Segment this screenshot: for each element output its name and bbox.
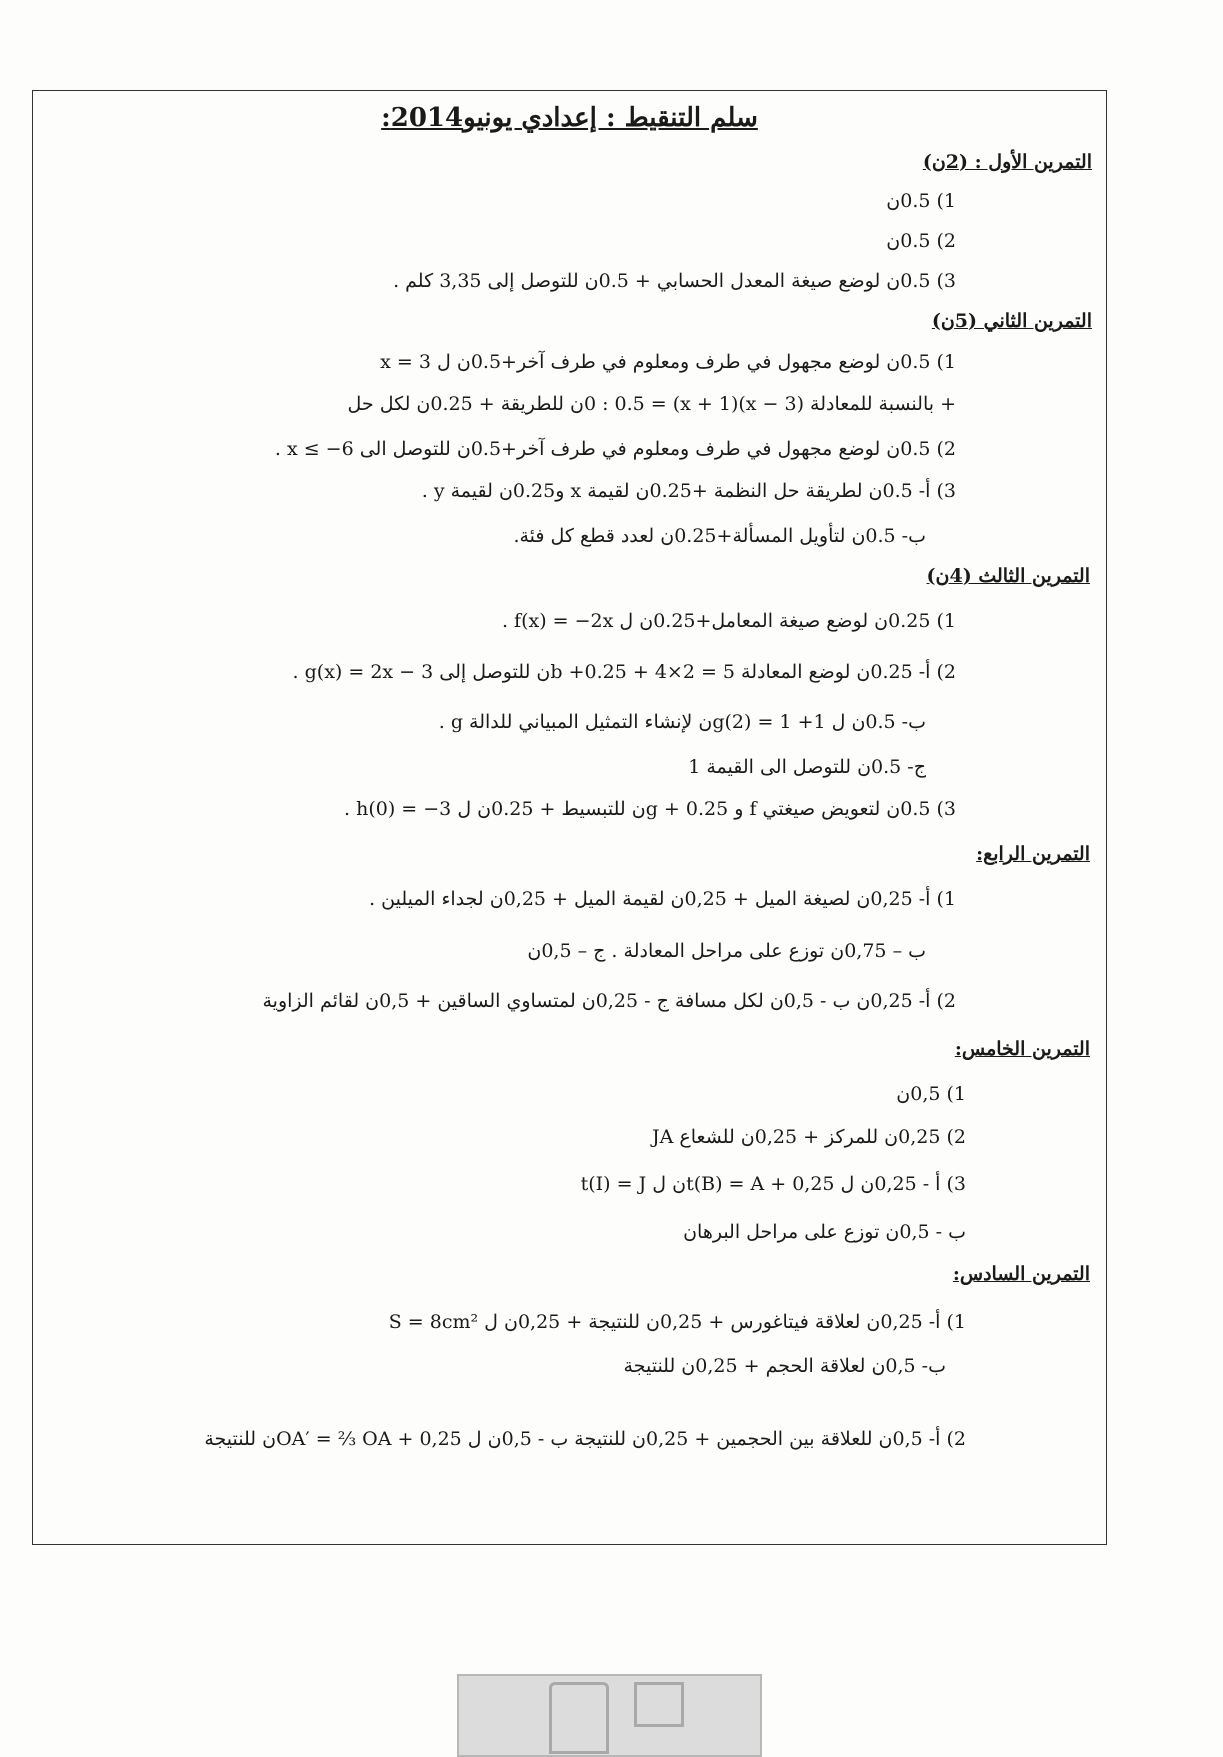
page-title: سلم التنقيط : إعدادي يونيو2014: (381, 103, 758, 133)
exercise-5-line-3: 3) أ - 0,25ن ل t(B) = A + 0,25ن ل t(I) = J (580, 1173, 966, 1195)
exercise-2-line-4: 3) أ- 0.5ن لطريقة حل النظمة +0.25ن لقيمة x و0.25ن لقيمة y . (421, 480, 956, 502)
exercise-6-line-2: ب- 0,5ن لعلاقة الحجم + 0,25ن للنتيجة (623, 1355, 946, 1377)
exercise-5-heading: التمرين الخامس: (954, 1038, 1090, 1060)
exercise-2-line-1: 1) 0.5ن لوضع مجهول في طرف ومعلوم في طرف آخر+0.5ن ل x = 3 (380, 351, 956, 373)
exercise-3-line-1: 1) 0.25ن لوضع صيغة المعامل+0.25ن ل f(x) = −2x . (501, 610, 956, 632)
exercise-6-line-3: 2) أ- 0,5ن للعلاقة بين الحجمين + 0,25ن للنتيجة ب - 0,5ن ل OA′ = ⅔ OA + 0,25ن للنتيجة (204, 1428, 966, 1450)
exercise-4-line-3: 2) أ- 0,25ن ب - 0,5ن لكل مسافة ج - 0,25ن لمتساوي الساقين + 0,5ن لقائم الزاوية (262, 990, 956, 1012)
exercise-3-heading: التمرين الثالث (4ن) (926, 565, 1090, 587)
exercise-1-line-1: 1) 0.5ن (886, 190, 956, 212)
exercise-1-line-3: 3) 0.5ن لوضع صيغة المعدل الحسابي + 0.5ن للتوصل إلى 3,35 كلم . (393, 270, 956, 292)
exercise-1-line-2: 2) 0.5ن (886, 230, 956, 252)
building-logo-icon (549, 1682, 609, 1754)
exercise-4-line-1: 1) أ- 0,25ن لصيغة الميل + 0,25ن لقيمة الميل + 0,25ن لجداء الميلين . (369, 888, 956, 910)
footer-stamp-image (457, 1674, 762, 1757)
exercise-3-line-3: ب- 0.5ن ل g(2) = 1 +1ن لإنشاء التمثيل المبياني للدالة g . (438, 711, 926, 733)
exercise-3-line-5: 3) 0.5ن لتعويض صيغتي f و g + 0.25ن للتبسيط + 0.25ن ل h(0) = −3 . (344, 798, 956, 820)
exercise-5-line-2: 2) 0,25ن للمركز + 0,25ن للشعاع JA (652, 1126, 966, 1148)
exercise-2-line-2: + بالنسبة للمعادلة (3 − x)(x + 1) = 0 : 0.5ن للطريقة + 0.25ن لكل حل (347, 393, 956, 415)
exercise-6-heading: التمرين السادس: (952, 1263, 1090, 1285)
exercise-4-line-2: ب – 0,75ن توزع على مراحل المعادلة . ج – 0,5ن (527, 940, 926, 962)
square-logo-icon (634, 1682, 684, 1727)
exercise-2-line-5: ب- 0.5ن لتأويل المسألة+0.25ن لعدد قطع كل فئة. (513, 525, 926, 547)
exercise-5-line-1: 1) 0,5ن (896, 1083, 966, 1105)
exercise-6-line-1: 1) أ- 0,25ن لعلاقة فيتاغورس + 0,25ن للنتيجة + 0,25ن ل S = 8cm² (388, 1311, 966, 1333)
exercise-3-line-2: 2) أ- 0.25ن لوضع المعادلة 5 = 2×4 + b +0.25ن للتوصل إلى g(x) = 2x − 3 . (292, 661, 956, 683)
exercise-2-heading: التمرين الثاني (5ن) (931, 310, 1092, 332)
answer-key-frame (32, 90, 1107, 1545)
exercise-5-line-4: ب - 0,5ن توزع على مراحل البرهان (683, 1221, 966, 1243)
exercise-1-heading: التمرين الأول : (2ن) (922, 151, 1092, 173)
exercise-4-heading: التمرين الرابع: (976, 843, 1090, 865)
exercise-3-line-4: ج- 0.5ن للتوصل الى القيمة 1 (688, 756, 926, 778)
exercise-2-line-3: 2) 0.5ن لوضع مجهول في طرف ومعلوم في طرف آخر+0.5ن للتوصل الى x ≤ −6 . (274, 438, 956, 460)
